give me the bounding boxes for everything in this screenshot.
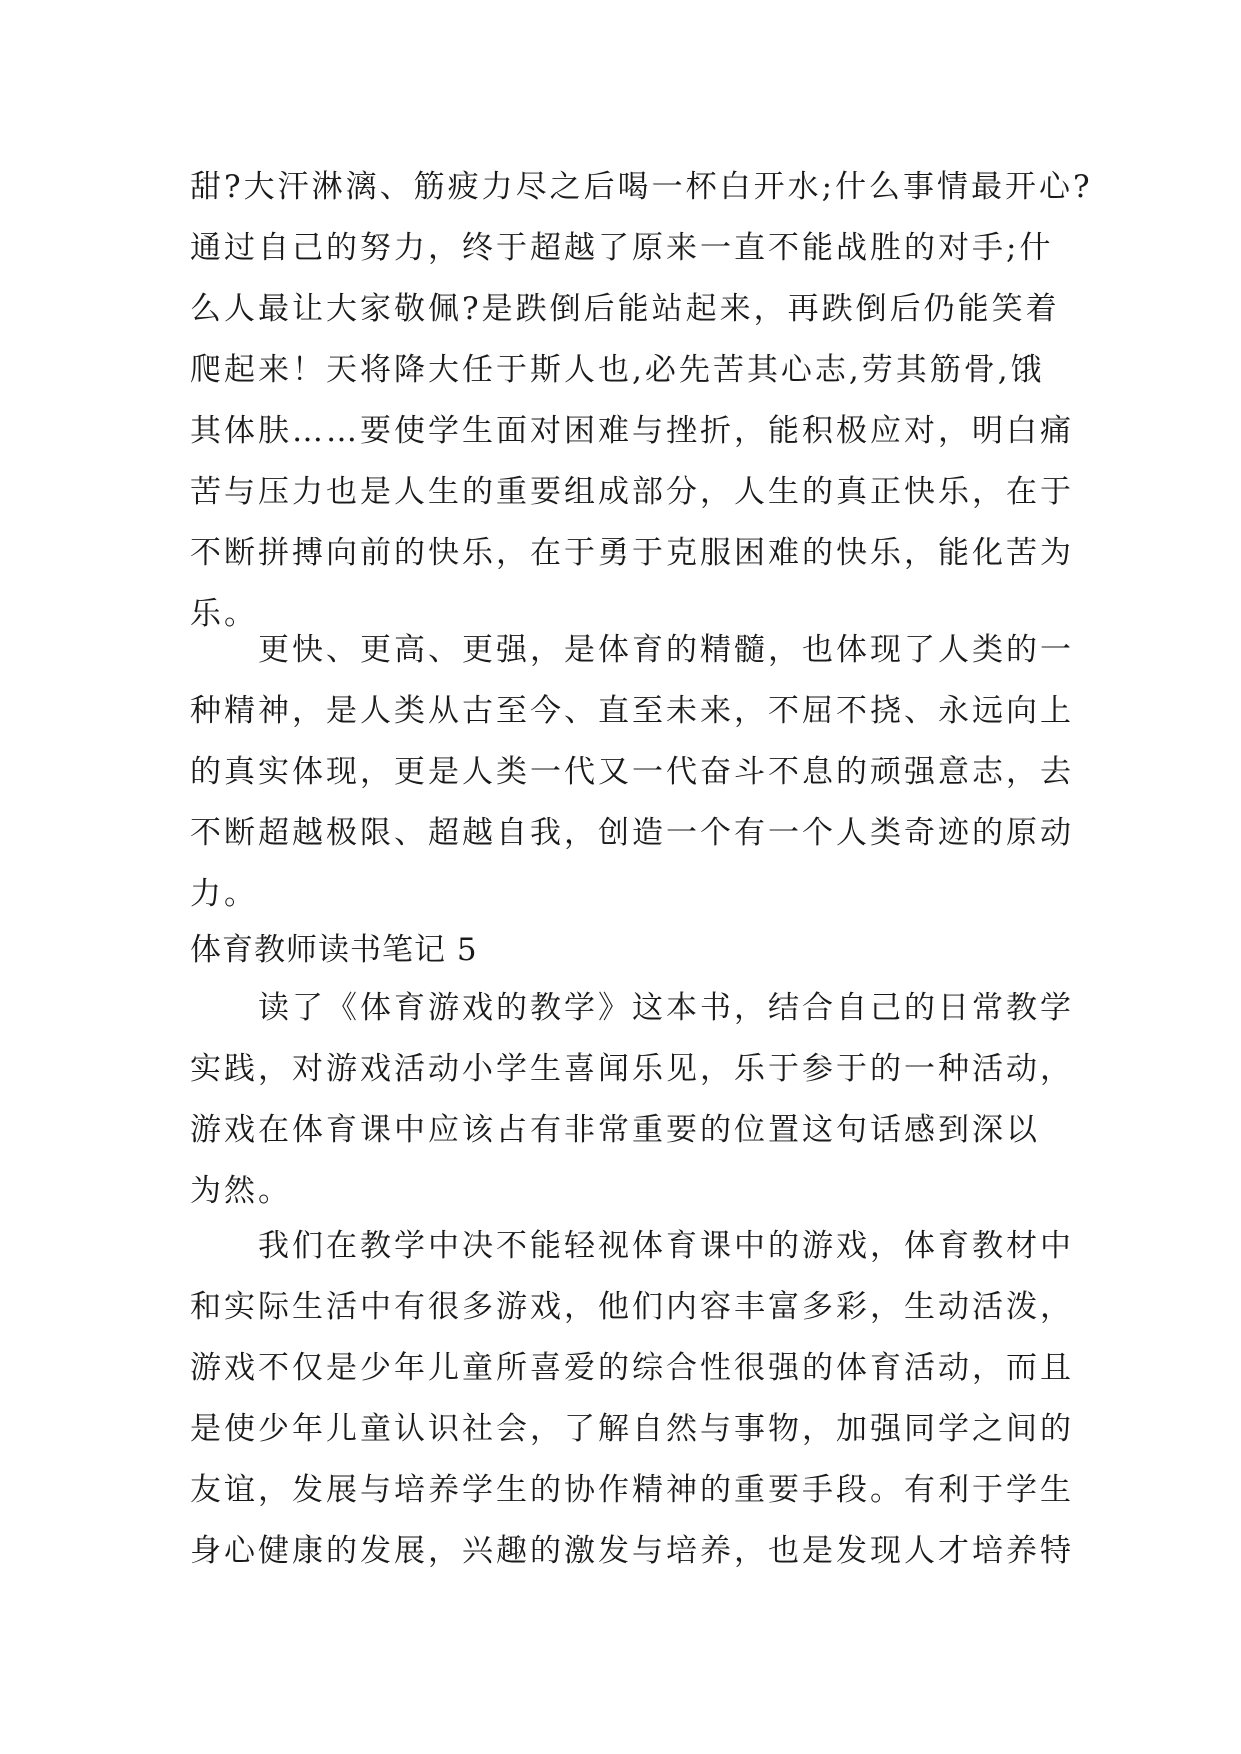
text-line: 苦与压力也是人生的重要组成部分，人生的真正快乐，在于 bbox=[190, 474, 1074, 510]
text-line: 友谊，发展与培养学生的协作精神的重要手段。有利于学生 bbox=[190, 1472, 1074, 1508]
paragraph-book bbox=[190, 978, 1074, 1222]
text-line: 不断超越极限、超越自我，创造一个有一个人类奇迹的原动 bbox=[190, 815, 1074, 851]
text-line: 的真实体现，更是人类一代又一代奋斗不息的顽强意志，去 bbox=[190, 754, 1074, 790]
text-line: 是使少年儿童认识社会，了解自然与事物，加强同学之间的 bbox=[190, 1411, 1074, 1447]
text-line: 我们在教学中决不能轻视体育课中的游戏，体育教材中 bbox=[190, 1228, 1074, 1264]
text-line: 游戏在体育课中应该占有非常重要的位置这句话感到深以 bbox=[190, 1112, 1040, 1148]
text-line: 爬起来！天将降大任于斯人也,必先苦其心志,劳其筋骨,饿 bbox=[190, 352, 1045, 388]
text-line: 甜?大汗淋漓、筋疲力尽之后喝一杯白开水;什么事情最开心? bbox=[190, 169, 1093, 205]
text-line: 么人最让大家敬佩?是跌倒后能站起来，再跌倒后仍能笑着 bbox=[190, 291, 1060, 327]
text-line: 更快、更高、更强，是体育的精髓，也体现了人类的一 bbox=[190, 632, 1074, 668]
text-line: 不断拼搏向前的快乐，在于勇于克服困难的快乐，能化苦为 bbox=[190, 535, 1074, 571]
text-line: 力。 bbox=[190, 876, 258, 912]
text-line: 读了《体育游戏的教学》这本书，结合自己的日常教学 bbox=[190, 990, 1074, 1026]
text-line: 和实际生活中有很多游戏，他们内容丰富多彩，生动活泼， bbox=[190, 1289, 1074, 1325]
text-line: 身心健康的发展，兴趣的激发与培养，也是发现人才培养特 bbox=[190, 1533, 1074, 1569]
section-heading: 体育教师读书笔记 5 bbox=[190, 932, 478, 968]
text-line: 为然。 bbox=[190, 1173, 292, 1209]
paragraph-spirit bbox=[190, 620, 1074, 925]
text-line: 其体肤……要使学生面对困难与挫折，能积极应对，明白痛 bbox=[190, 413, 1074, 449]
paragraph-continuation bbox=[190, 157, 1093, 645]
text-line: 种精神，是人类从古至今、直至未来，不屈不挠、永远向上 bbox=[190, 693, 1074, 729]
text-line: 游戏不仅是少年儿童所喜爱的综合性很强的体育活动，而且 bbox=[190, 1350, 1074, 1386]
text-line: 乐。 bbox=[190, 596, 258, 632]
text-line: 通过自己的努力，终于超越了原来一直不能战胜的对手;什 bbox=[190, 230, 1054, 266]
text-line: 实践，对游戏活动小学生喜闻乐见，乐于参于的一种活动， bbox=[190, 1051, 1074, 1087]
paragraph-games bbox=[190, 1216, 1074, 1582]
